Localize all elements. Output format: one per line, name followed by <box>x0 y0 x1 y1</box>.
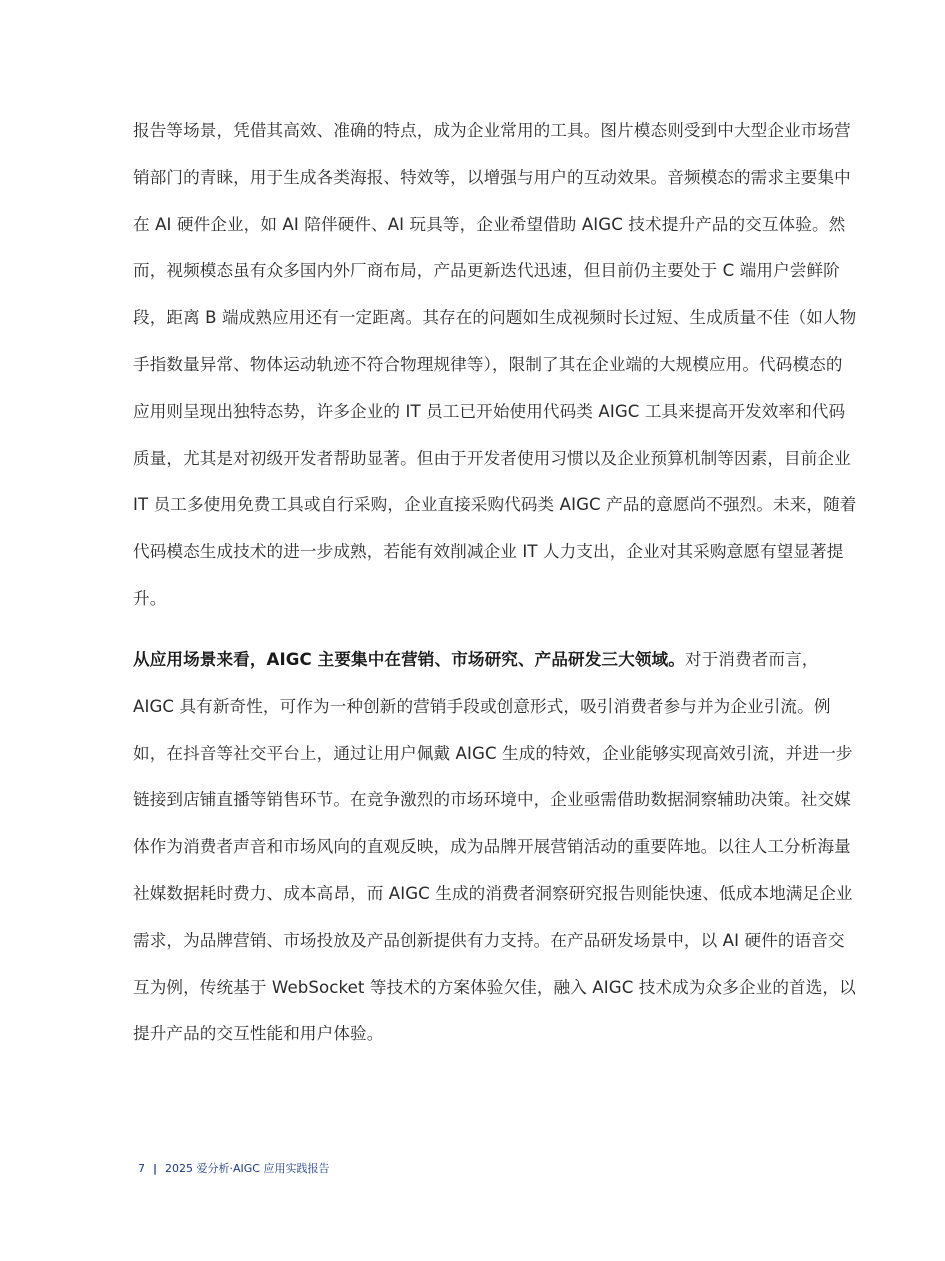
footer-separator: | <box>153 1162 158 1175</box>
paragraph-scenarios <box>133 637 856 1058</box>
text-line: IT 员工多使用免费工具或自行采购，企业直接采购代码类 AIGC 产品的意愿尚不强烈。未来，随着 <box>133 495 857 515</box>
text-line: 链接到店铺直播等销售环节。在竞争激烈的市场环境中，企业亟需借助数据洞察辅助决策。社交媒 <box>133 790 851 810</box>
text-line: AIGC 具有新奇性，可作为一种创新的营销手段或创意形式，吸引消费者参与并为企业引流。例 <box>133 696 831 716</box>
paragraph-modalities <box>133 108 857 623</box>
text-line: 销部门的青睐，用于生成各类海报、特效等，以增强与用户的互动效果。音频模态的需求主要集中 <box>133 167 851 187</box>
text-line: 在 AI 硬件企业，如 AI 陪伴硬件、AI 玩具等，企业希望借助 AIGC 技术提升产品的交互体验。然 <box>133 214 846 234</box>
report-title: 2025 爱分析·AIGC 应用实践报告 <box>165 1162 330 1175</box>
text-line: 手指数量异常、物体运动轨迹不符合物理规律等），限制了其在企业端的大规模应用。代码模态的 <box>133 354 843 374</box>
text-line: 而，视频模态虽有众多国内外厂商布局，产品更新迭代迅速，但目前仍主要处于 C 端用户尝鲜阶 <box>133 261 840 281</box>
text-line: 体作为消费者声音和市场风向的直观反映，成为品牌开展营销活动的重要阵地。以往人工分析海量 <box>133 837 851 857</box>
text-line: 升。 <box>133 588 167 608</box>
page-number: 7 <box>138 1162 145 1175</box>
text-line: 应用则呈现出独特态势，许多企业的 IT 员工已开始使用代码类 AIGC 工具来提高开发效率和代码 <box>133 401 846 421</box>
text-line: 质量，尤其是对初级开发者帮助显著。但由于开发者使用习惯以及企业预算机制等因素，目前企业 <box>133 448 851 468</box>
text-line: 需求，为品牌营销、市场投放及产品创新提供有力支持。在产品研发场景中，以 AI 硬件的语音交 <box>133 930 845 950</box>
text-line: 社媒数据耗时费力、成本高昂，而 AIGC 生成的消费者洞察研究报告则能快速、低成本地满足企业 <box>133 883 853 903</box>
text-line: 如，在抖音等社交平台上，通过让用户佩戴 AIGC 生成的特效，企业能够实现高效引流，并进一步 <box>133 743 853 763</box>
lead-continuation: 对于消费者而言， <box>684 650 819 669</box>
bold-lead-sentence: 从应用场景来看，AIGC 主要集中在营销、市场研究、产品研发三大领域。 <box>133 650 685 669</box>
text-line: 代码模态生成技术的进一步成熟，若能有效削减企业 IT 人力支出，企业对其采购意愿有望显著提 <box>133 542 844 562</box>
text-line: 提升产品的交互性能和用户体验。 <box>133 1024 384 1044</box>
text-line-lead <box>133 637 819 684</box>
text-line: 段，距离 B 端成熟应用还有一定距离。其存在的问题如生成视频时长过短、生成质量不佳（如人物 <box>133 308 857 328</box>
text-line: 报告等场景，凭借其高效、准确的特点，成为企业常用的工具。图片模态则受到中大型企业市场营 <box>133 121 851 140</box>
page-footer <box>138 1160 330 1176</box>
text-line: 互为例，传统基于 WebSocket 等技术的方案体验欠佳，融入 AIGC 技术成为众多企业的首选，以 <box>133 977 856 997</box>
